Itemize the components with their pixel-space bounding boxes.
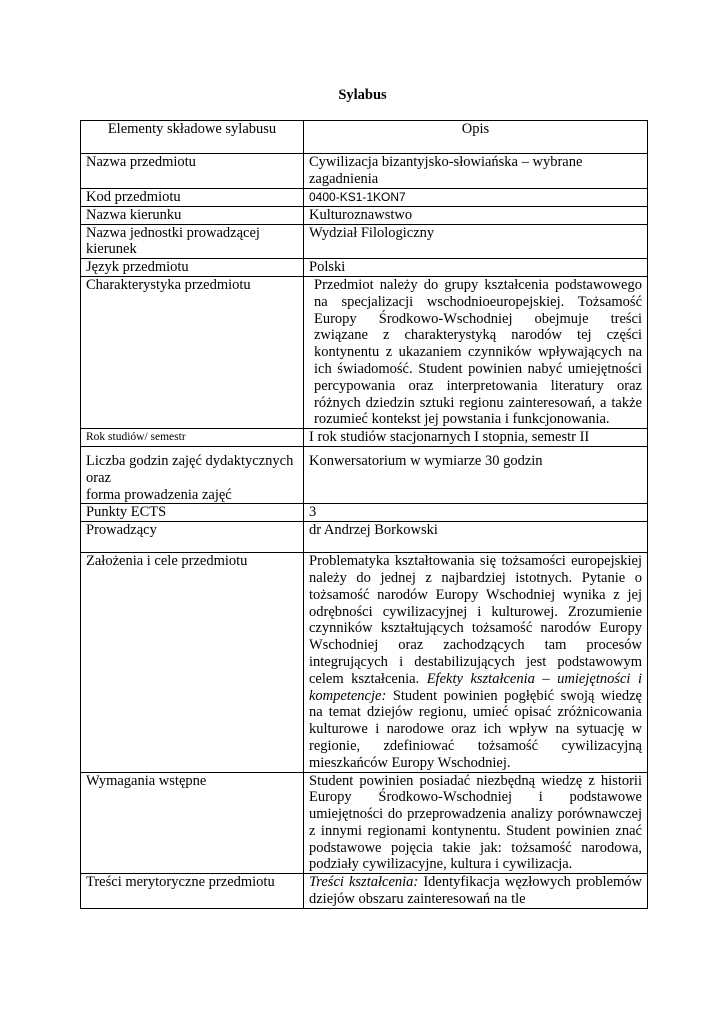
table-row: [81, 429, 648, 447]
row-label: Rok studiów/ semestr: [81, 429, 304, 447]
row-label-line1: Liczba godzin zajęć dydaktycznych oraz: [86, 452, 294, 486]
row-value: 0400-KS1-1KON7: [304, 189, 648, 207]
row-label: Wymagania wstępne: [81, 772, 304, 874]
table-row: [81, 259, 648, 277]
row-value: [304, 553, 648, 772]
table-row: [81, 276, 648, 428]
row-label: Nazwa jednostki prowadzącej kierunek: [81, 224, 304, 259]
tresci-text: Identyfikacja węzłowych problemów dziejów obszaru zainteresowań na tle: [309, 874, 643, 908]
table-row: [81, 206, 648, 224]
table-row: [81, 874, 648, 909]
row-value: Polski: [304, 259, 648, 277]
row-label: Nazwa przedmiotu: [81, 154, 304, 189]
table-row: [81, 772, 648, 874]
table-row: [81, 154, 648, 189]
tresci-text-italic: Treści kształcenia:: [309, 874, 419, 891]
row-label: Nazwa kierunku: [81, 206, 304, 224]
table-row: [81, 504, 648, 522]
row-value: Konwersatorium w wymiarze 30 godzin: [304, 446, 648, 503]
table-header-row: [81, 121, 648, 154]
row-label: Prowadzący: [81, 522, 304, 553]
table-row: [81, 224, 648, 259]
row-value: Przedmiot należy do grupy kształcenia podstawowego na specjalizacji wschodnioeuropejskiej. Tożsamość Europy Środkowo-Wschodniej obejmuje treści związane z charakterystyką narodów tej części kontynentu z ukazaniem czynników wpływających na ich świadomość. Student powinien nabyć umiejętności percypowania oraz interpretowania literatury oraz różnych dziedzin sztuki regionu zainteresowań, a także rozumieć kontekst jej powstania i funkcjonowania.: [304, 276, 648, 428]
row-label: Punkty ECTS: [81, 504, 304, 522]
page-title: Sylabus: [338, 87, 387, 103]
table-row: [81, 189, 648, 207]
table-row: [81, 522, 648, 553]
zalozenia-text-italic: Efekty kształcenia – umiejętności i kompetencje:: [309, 670, 643, 704]
row-label: Charakterystyka przedmiotu: [81, 276, 304, 428]
zalozenia-text-1: Problematyka kształtowania się tożsamości europejskiej należy do jednej z najbardziej istotnych. Pytanie o tożsamość narodów Europy Wschodniej wynika z jej odrębności cywilizacyjnej i kulturowej. Zrozumienie czynników kształtujących tożsamość narodów Europy Wschodniej oraz zachodzących tam procesów integrujących i destabilizujących jest podstawowym celem kształcenia.: [309, 553, 642, 687]
row-label: Kod przedmiotu: [81, 189, 304, 207]
row-value: [304, 874, 648, 909]
row-label: Założenia i cele przedmiotu: [81, 553, 304, 772]
header-elements: Elementy składowe sylabusu: [81, 121, 304, 154]
row-value: 3: [304, 504, 648, 522]
header-description: Opis: [304, 121, 648, 154]
zalozenia-text-2: Student powinien pogłębić swoją wiedzę na temat dziejów regionu, umieć opisać zróżnicowania kulturowe i narodowe oraz ich wpływ na sytuację w regionie, zdefiniować tożsamość cywilizacyjną mieszkańców Europy Wschodniej.: [309, 687, 642, 771]
table-row: [81, 446, 648, 503]
row-value: dr Andrzej Borkowski: [304, 522, 648, 553]
row-value: Wydział Filologiczny: [304, 224, 648, 259]
row-label: Treści merytoryczne przedmiotu: [81, 874, 304, 909]
table-row: [81, 553, 648, 772]
row-value: Kulturoznawstwo: [304, 206, 648, 224]
row-label: [81, 446, 304, 503]
row-value: Cywilizacja bizantyjsko-słowiańska – wybrane zagadnienia: [304, 154, 648, 189]
row-value: I rok studiów stacjonarnych I stopnia, semestr II: [304, 429, 648, 447]
syllabus-table: [80, 120, 648, 909]
row-label-line2: forma prowadzenia zajęć: [86, 486, 232, 503]
row-label: Język przedmiotu: [81, 259, 304, 277]
row-value: Student powinien posiadać niezbędną wiedzę z historii Europy Środkowo-Wschodniej i podstawowe umiejętności do przeprowadzenia analizy porównawczej z innymi regionami kontynentu. Student powinien znać podstawowe pojęcia takie jak: tożsamość narodowa, podziały cywilizacyjne, kultura i cywilizacja.: [304, 772, 648, 874]
